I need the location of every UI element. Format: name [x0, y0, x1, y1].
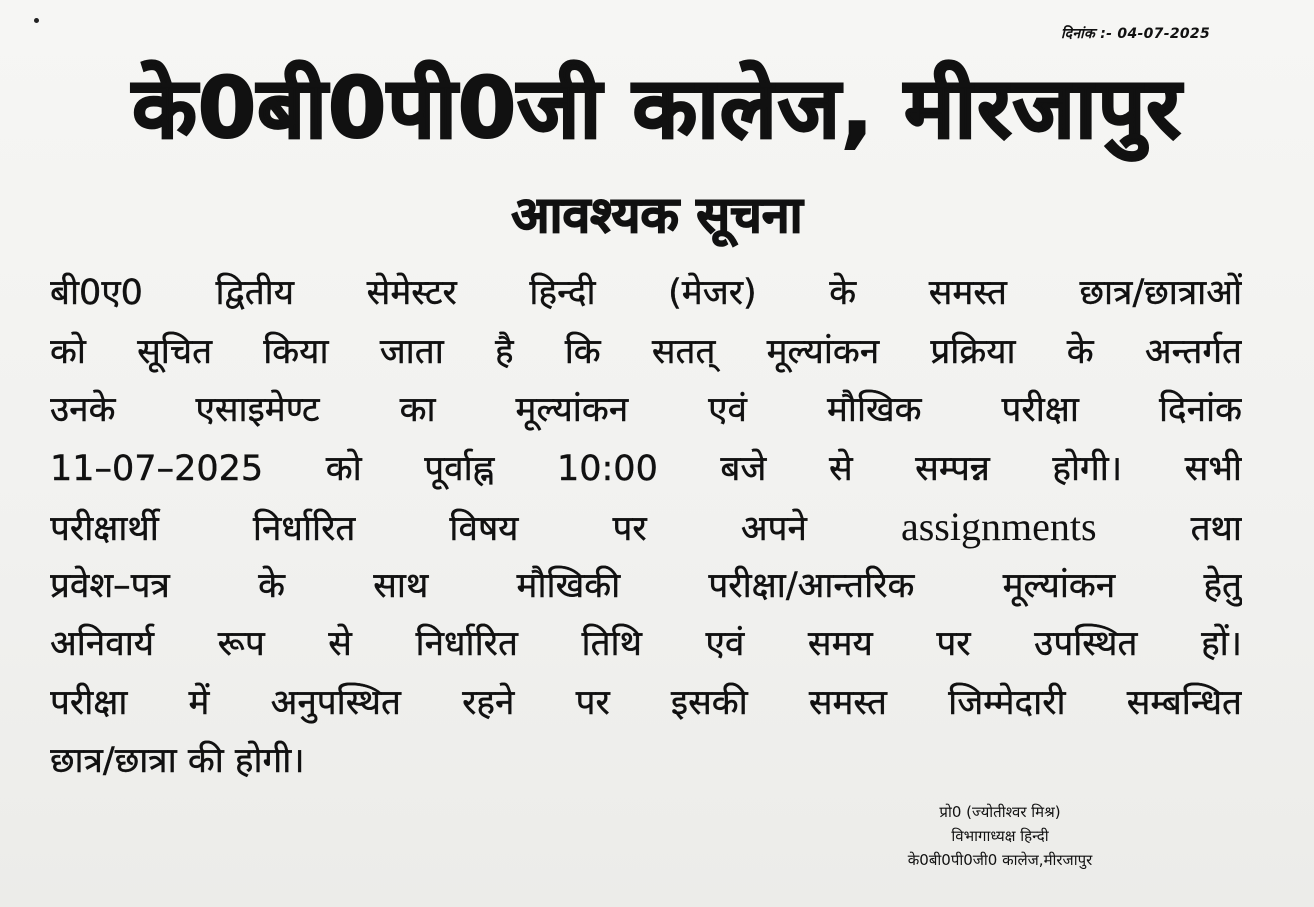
college-name: के0बी0पी0जी कालेज, मीरजापुर	[132, 59, 1182, 157]
body-line: 11–07–2025 को पूर्वाह्न 10:00 बजे से सम्पन्न होगी। सभी	[50, 448, 1242, 489]
notice-heading: आवश्यक सूचना	[511, 186, 803, 244]
body-text: परीक्षार्थी निर्धारित विषय पर अपने	[50, 509, 807, 549]
body-line	[50, 498, 1242, 557]
body-line: अनिवार्य रूप से निर्धारित तिथि एवं समय पर उपस्थित हों।	[50, 624, 1242, 664]
signature-block	[860, 800, 1140, 872]
signatory-designation: विभागाध्यक्ष हिन्दी	[951, 827, 1049, 845]
signatory-institution: के0बी0पी0जी0 कालेज,मीरजापुर	[907, 851, 1093, 869]
signatory-name: प्रो0 (ज्योतीश्वर मिश्र)	[939, 803, 1061, 821]
body-line: प्रवेश–पत्र के साथ मौखिकी परीक्षा/आन्तरिक मूल्यांकन हेतु	[50, 565, 1242, 606]
body-line: को सूचित किया जाता है कि सतत् मूल्यांकन प्रक्रिया के अन्तर्गत	[50, 331, 1242, 372]
body-line: बी0ए0 द्वितीय सेमेस्टर हिन्दी (मेजर) के समस्त छात्र/छात्राओं	[50, 273, 1242, 313]
ink-dot	[34, 18, 39, 23]
notice-body	[50, 264, 1242, 791]
body-line: उनके एसाइमेण्ट का मूल्यांकन एवं मौखिक परीक्षा दिनांक	[50, 390, 1242, 430]
notice-date: दिनांक :- 04-07-2025	[1060, 26, 1210, 42]
body-text-latin: assignments	[900, 504, 1097, 549]
body-text: तथा	[1190, 509, 1242, 549]
body-line: छात्र/छात्रा की होगी।	[50, 741, 305, 781]
body-line: परीक्षा में अनुपस्थित रहने पर इसकी समस्त जिम्मेदारी सम्बन्धित	[50, 682, 1242, 723]
